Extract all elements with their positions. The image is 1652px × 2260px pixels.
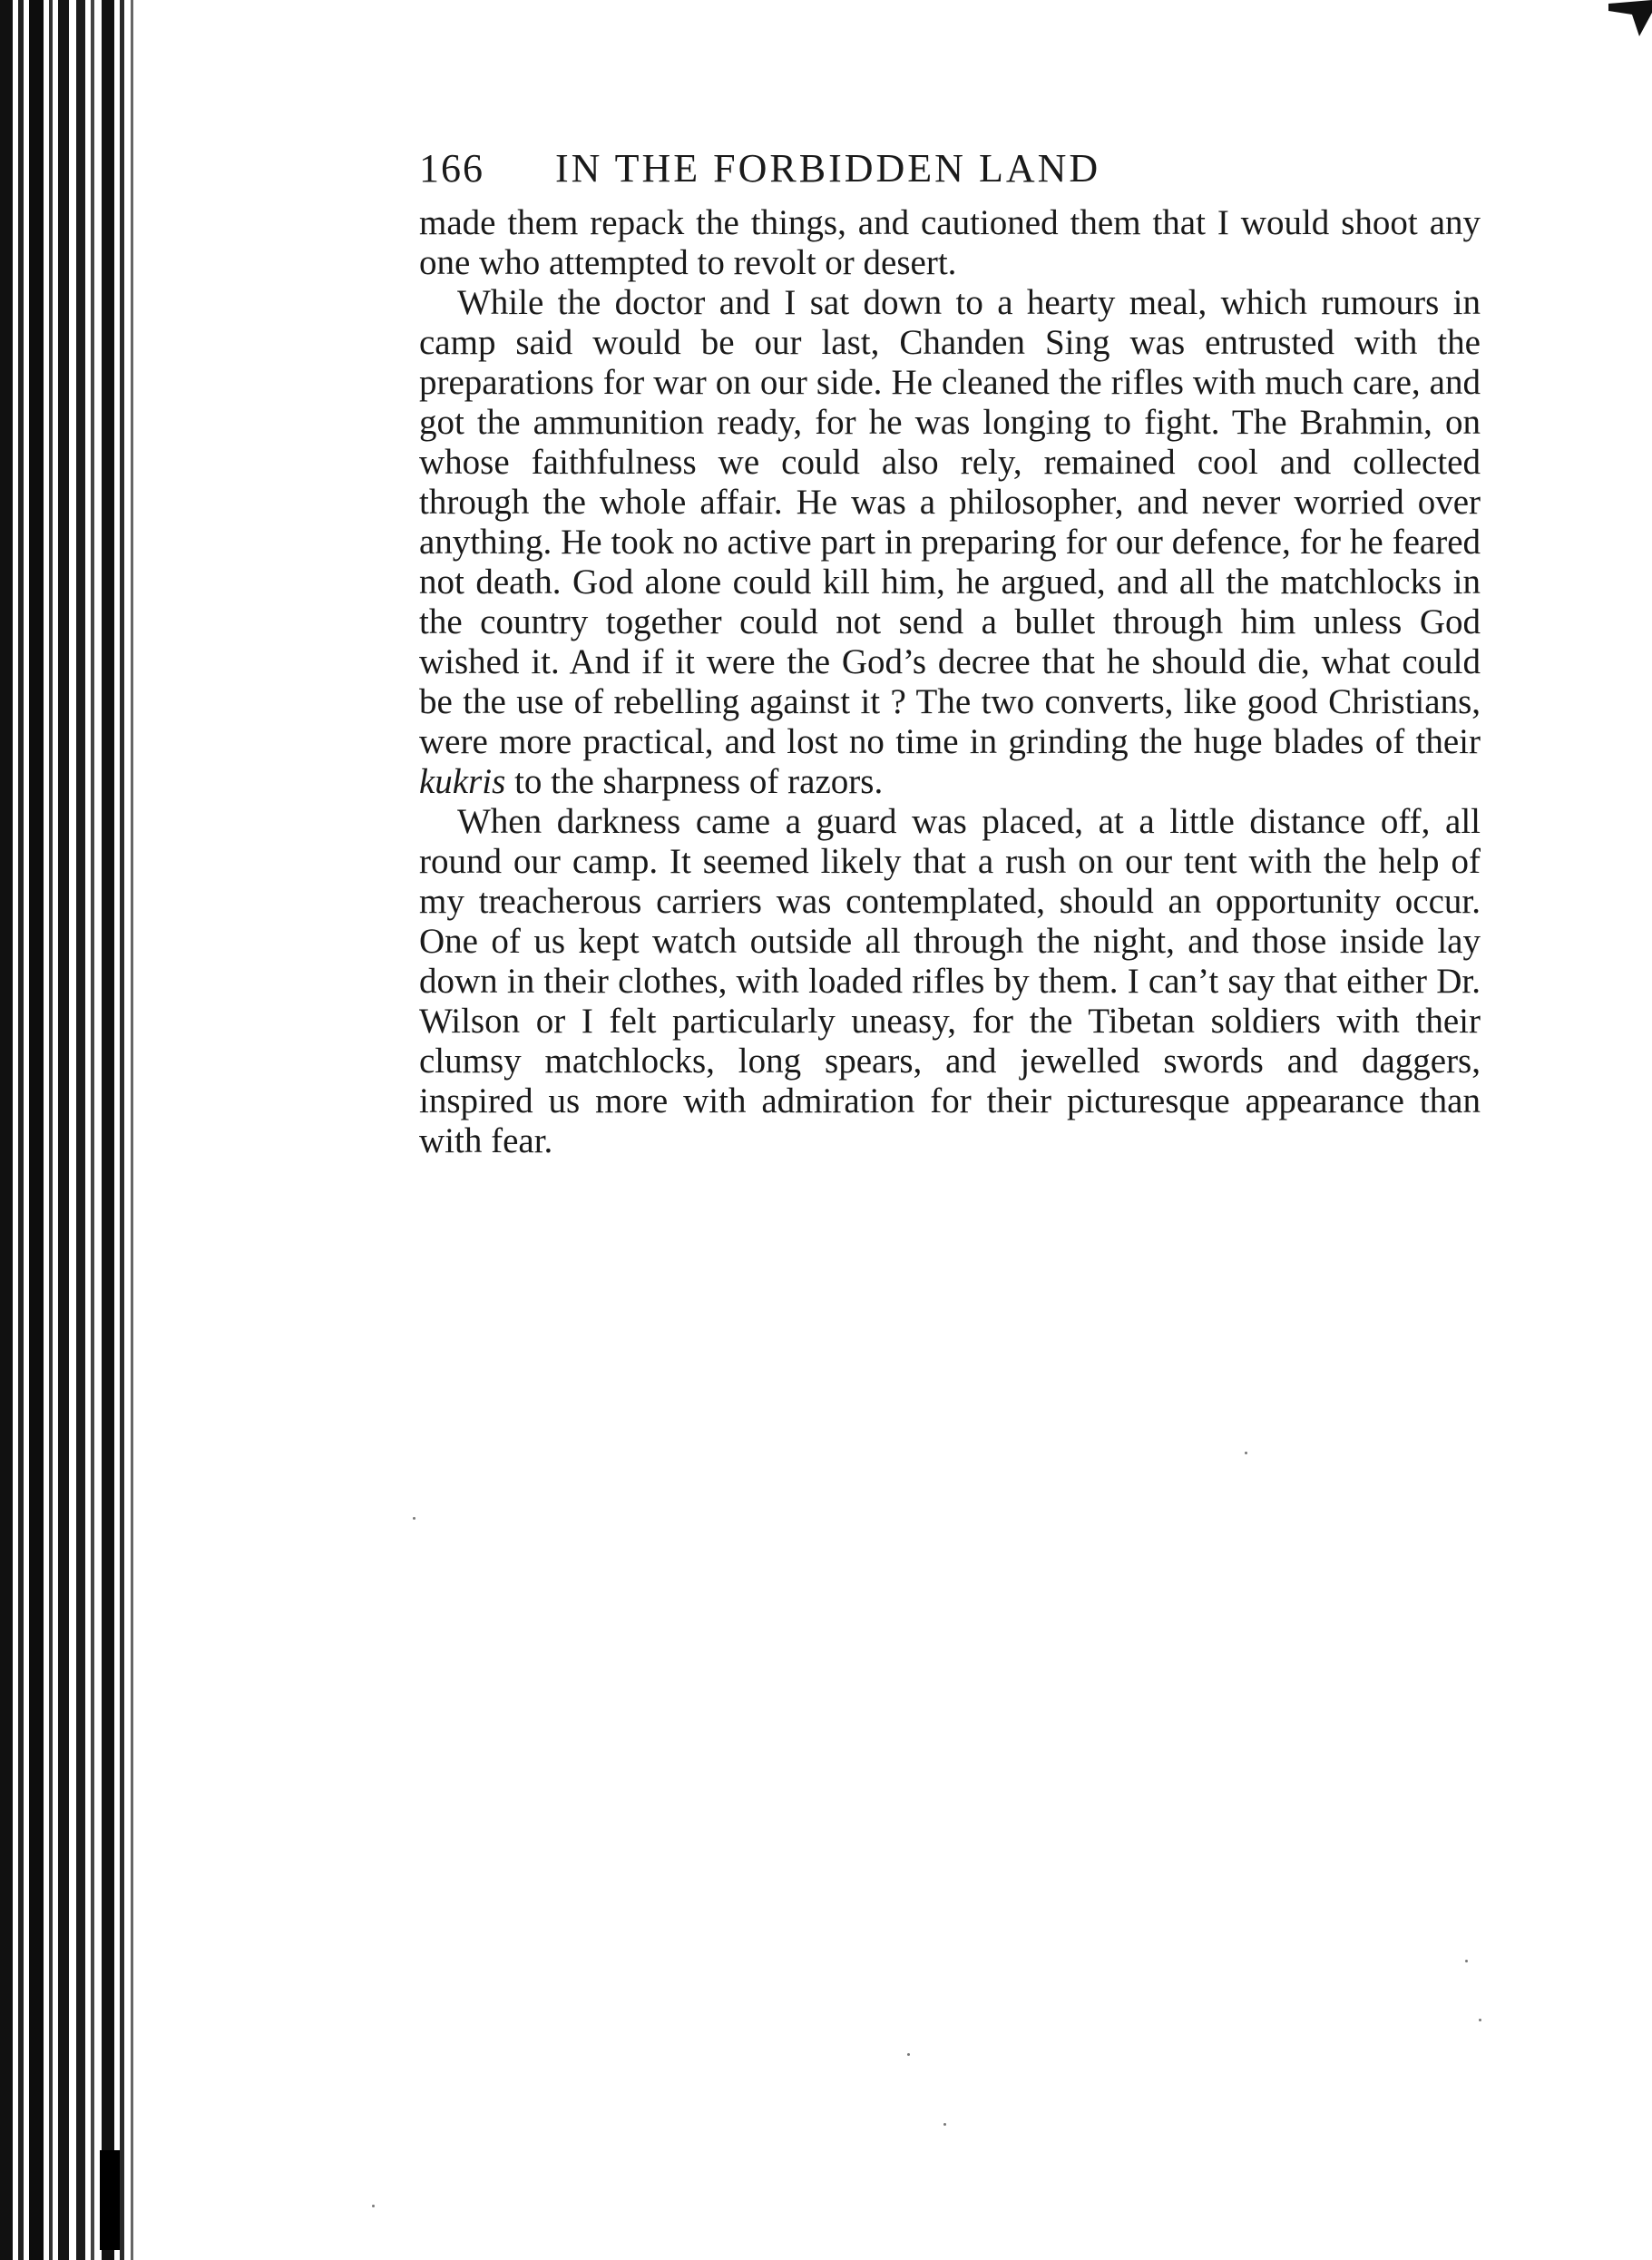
running-title: IN THE FORBIDDEN LAND [555, 146, 1101, 191]
scan-speck [372, 2205, 375, 2207]
page-number: 166 [419, 146, 484, 191]
paragraph-2-text: While the doctor and I sat down to a hearty meal, which rumours in camp said would be our last, Chanden Sing was entrusted with the preparations for war on our side. He cleaned the rifles with much care, and got the ammunition ready, for he was longing to fight. The Brahmin, on whose faithfulness we could also rely, remained cool and collected through the whole affair. He was a philosopher, and never worried over anything. He took no active part in preparing for our defence, for he feared not death. God alone could kill him, he argued, and all the matchlocks in the country together could not send a bullet through him unless God wished it. And if it were the God’s decree that he should die, what could be the use of rebelling against it ? The two converts, like good Christians, were more practical, and lost no time in grinding the huge blades of their [419, 283, 1481, 761]
running-head [419, 145, 1481, 201]
scan-speck [413, 1517, 415, 1520]
paragraph-2 [419, 283, 1481, 802]
scan-speck [943, 2123, 946, 2126]
paragraph-1: made them repack the things, and cautioned them that I would shoot any one who attempted to revolt or desert. [419, 203, 1481, 282]
scan-speck [907, 2053, 910, 2056]
italic-term: kukris [419, 762, 506, 801]
paragraph-3: When darkness came a guard was placed, at a little distance off, all round our camp. It seemed likely that a rush on our tent with the help of my treacherous carriers was contemplated, should an opportunity occur. One of us kept watch outside all through the night, and those inside lay down in their clothes, with loaded rifles by them. I can’t say that either Dr. Wilson or I felt particularly uneasy, for the Tibetan soldiers with their clumsy matchlocks, long spears, and jewelled swords and daggers, inspired us more with admiration for their picturesque appearance than with fear. [419, 802, 1481, 1160]
scan-speck [1245, 1452, 1247, 1454]
book-page [419, 145, 1481, 1161]
scan-speck [1479, 2019, 1481, 2021]
scan-speck [1465, 1960, 1468, 1962]
body-text [419, 203, 1481, 1161]
scan-corner-mark [1608, 0, 1652, 36]
book-binding-edge [0, 0, 145, 2260]
paragraph-2-text-end: to the sharpness of razors. [514, 762, 884, 801]
